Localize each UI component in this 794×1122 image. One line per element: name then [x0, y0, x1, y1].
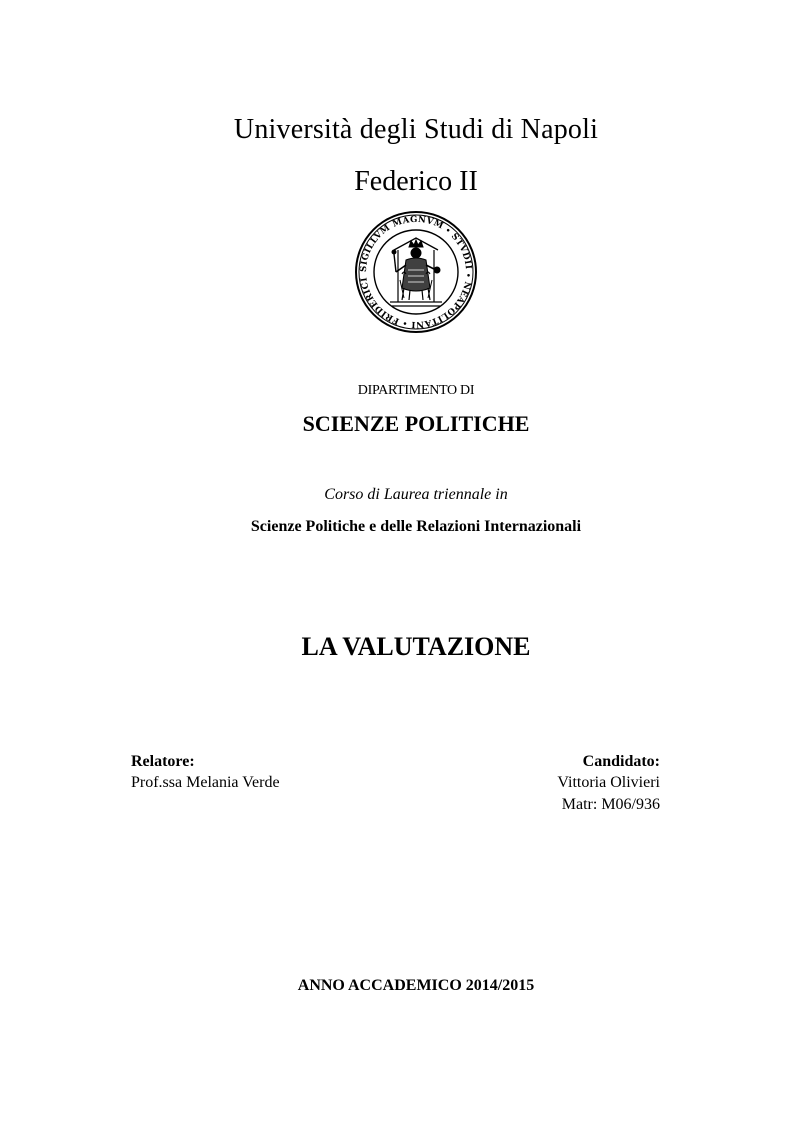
course-name: Scienze Politiche e delle Relazioni Internazionali [250, 518, 582, 535]
candidate-name: Vittoria Olivieri [557, 774, 660, 791]
university-name: Università degli Studi di Napoli [233, 114, 599, 145]
department-name: SCIENZE POLITICHE [302, 411, 530, 436]
advisor-name: Prof.ssa Melania Verde [131, 774, 280, 791]
seal-ring-text: SIGILLVM MAGNVM ∙ STVDII ∙ NEAPOLITANI ∙ FRIDERICI [358, 214, 474, 330]
academic-year: ANNO ACCADEMICO 2014/2015 [297, 977, 535, 994]
university-seal-icon [354, 210, 478, 334]
candidate-matriculation: Matr: M06/936 [561, 796, 660, 813]
advisor-label: Relatore: [131, 753, 195, 770]
candidate-label: Candidato: [582, 753, 660, 770]
course-label: Corso di Laurea triennale in [324, 486, 508, 503]
university-subtitle: Federico II [354, 166, 478, 197]
thesis-title: LA VALUTAZIONE [301, 632, 531, 661]
department-label: DIPARTIMENTO DI [357, 383, 475, 398]
